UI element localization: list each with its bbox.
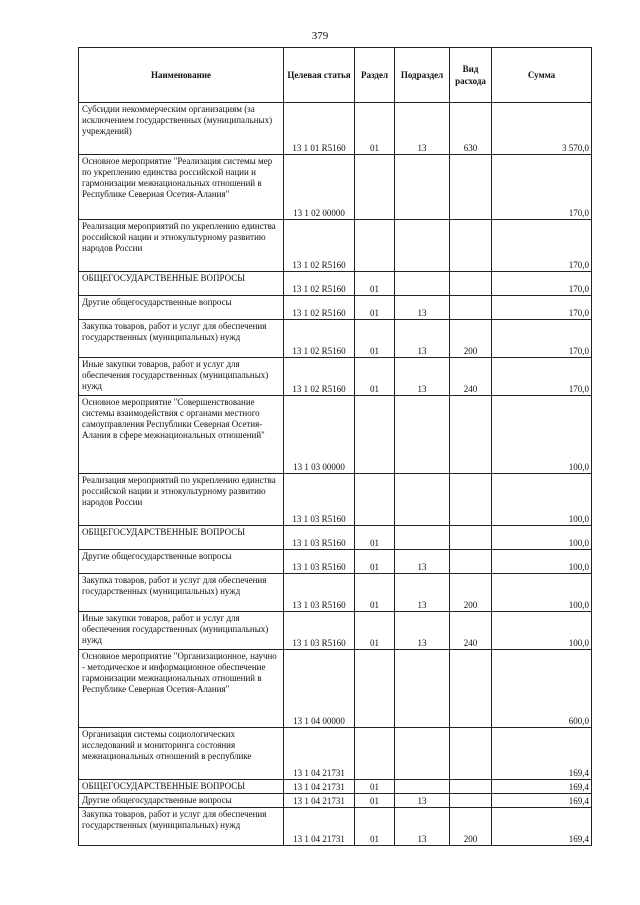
- table-row: [79, 612, 592, 650]
- row-target-article: 13 1 02 R5160: [284, 272, 355, 296]
- table-row: [79, 808, 592, 846]
- row-target-article: 13 1 04 21731: [284, 728, 355, 780]
- row-target-article: 13 1 04 21731: [284, 780, 355, 794]
- row-subsection: [395, 650, 450, 728]
- row-name: Другие общегосударственные вопросы: [79, 550, 284, 574]
- row-subsection: [395, 272, 450, 296]
- row-sum: 100,0: [492, 396, 592, 474]
- row-sum: 169,4: [492, 780, 592, 794]
- row-subsection: 13: [395, 103, 450, 155]
- table-row: [79, 728, 592, 780]
- table-row: [79, 474, 592, 526]
- row-section: 01: [355, 103, 395, 155]
- row-sum: 170,0: [492, 320, 592, 358]
- row-expense-type: [450, 296, 492, 320]
- row-subsection: 13: [395, 794, 450, 808]
- row-expense-type: [450, 728, 492, 780]
- row-subsection: 13: [395, 550, 450, 574]
- row-expense-type: 240: [450, 358, 492, 396]
- row-name: ОБЩЕГОСУДАРСТВЕННЫЕ ВОПРОСЫ: [79, 780, 284, 794]
- row-subsection: [395, 396, 450, 474]
- row-expense-type: [450, 474, 492, 526]
- table-header: [79, 48, 592, 103]
- row-target-article: 13 1 03 R5160: [284, 550, 355, 574]
- row-expense-type: 200: [450, 320, 492, 358]
- row-target-article: 13 1 02 R5160: [284, 358, 355, 396]
- table-row: [79, 396, 592, 474]
- row-expense-type: [450, 272, 492, 296]
- row-sum: 170,0: [492, 220, 592, 272]
- row-sum: 170,0: [492, 272, 592, 296]
- row-section: 01: [355, 780, 395, 794]
- table-row: [79, 320, 592, 358]
- row-name: Реализация мероприятий по укреплению единства российской нации и этнокультурному развитию народов России: [79, 474, 284, 526]
- row-name: ОБЩЕГОСУДАРСТВЕННЫЕ ВОПРОСЫ: [79, 272, 284, 296]
- row-subsection: [395, 728, 450, 780]
- header-expense-type: Вид расхода: [450, 48, 492, 103]
- row-expense-type: 240: [450, 612, 492, 650]
- row-sum: 169,4: [492, 728, 592, 780]
- row-target-article: 13 1 02 R5160: [284, 320, 355, 358]
- table-row: [79, 550, 592, 574]
- row-subsection: [395, 780, 450, 794]
- row-section: [355, 155, 395, 220]
- header-section: Раздел: [355, 48, 395, 103]
- row-section: 01: [355, 272, 395, 296]
- row-subsection: 13: [395, 612, 450, 650]
- budget-table: [78, 47, 592, 846]
- row-section: 01: [355, 358, 395, 396]
- row-subsection: 13: [395, 320, 450, 358]
- row-section: [355, 474, 395, 526]
- row-expense-type: [450, 550, 492, 574]
- row-target-article: 13 1 02 00000: [284, 155, 355, 220]
- row-sum: 170,0: [492, 358, 592, 396]
- row-expense-type: [450, 396, 492, 474]
- row-section: 01: [355, 794, 395, 808]
- row-target-article: 13 1 02 R5160: [284, 220, 355, 272]
- row-section: [355, 728, 395, 780]
- row-section: 01: [355, 808, 395, 846]
- row-sum: 100,0: [492, 612, 592, 650]
- row-name: Закупка товаров, работ и услуг для обеспечения государственных (муниципальных) нужд: [79, 320, 284, 358]
- row-name: ОБЩЕГОСУДАРСТВЕННЫЕ ВОПРОСЫ: [79, 526, 284, 550]
- row-expense-type: [450, 650, 492, 728]
- row-sum: 170,0: [492, 296, 592, 320]
- row-section: 01: [355, 574, 395, 612]
- row-name: Реализация мероприятий по укреплению единства российской нации и этнокультурному развитию народов России: [79, 220, 284, 272]
- table-row: [79, 272, 592, 296]
- row-section: 01: [355, 296, 395, 320]
- row-expense-type: 200: [450, 808, 492, 846]
- page-number: 379: [311, 30, 329, 42]
- row-name: Субсидии некоммерческим организациям (за исключением государственных (муниципальных) учреждений): [79, 103, 284, 155]
- row-subsection: 13: [395, 808, 450, 846]
- header-sum: Сумма: [492, 48, 592, 103]
- row-sum: 100,0: [492, 550, 592, 574]
- table-body: [79, 103, 592, 846]
- row-name: Другие общегосударственные вопросы: [79, 296, 284, 320]
- row-target-article: 13 1 02 R5160: [284, 296, 355, 320]
- row-name: Закупка товаров, работ и услуг для обеспечения государственных (муниципальных) нужд: [79, 808, 284, 846]
- table-row: [79, 220, 592, 272]
- row-name: Иные закупки товаров, работ и услуг для обеспечения государственных (муниципальных) нужд: [79, 612, 284, 650]
- table-row: [79, 794, 592, 808]
- row-sum: 100,0: [492, 526, 592, 550]
- row-section: 01: [355, 612, 395, 650]
- row-expense-type: 630: [450, 103, 492, 155]
- table-row: [79, 103, 592, 155]
- row-section: [355, 396, 395, 474]
- row-target-article: 13 1 01 R5160: [284, 103, 355, 155]
- row-name: Закупка товаров, работ и услуг для обеспечения государственных (муниципальных) нужд: [79, 574, 284, 612]
- row-sum: 169,4: [492, 808, 592, 846]
- row-name: Основное мероприятие "Реализация системы мер по укреплению единства российской нации и гармонизации межнациональных отношений в Республике Северная Осетия-Алания": [79, 155, 284, 220]
- row-target-article: 13 1 03 00000: [284, 396, 355, 474]
- header-target-article: Целевая статья: [284, 48, 355, 103]
- row-subsection: 13: [395, 296, 450, 320]
- table-row: [79, 780, 592, 794]
- row-section: 01: [355, 320, 395, 358]
- row-name: Организация системы социологических исследований и мониторинга состояния межнациональных отношений в республике: [79, 728, 284, 780]
- row-target-article: 13 1 03 R5160: [284, 574, 355, 612]
- row-target-article: 13 1 04 21731: [284, 794, 355, 808]
- row-subsection: [395, 155, 450, 220]
- row-subsection: 13: [395, 358, 450, 396]
- row-subsection: 13: [395, 574, 450, 612]
- row-name: Основное мероприятие "Организационное, научно - методическое и информационное обеспечение гармонизации межнациональных отношений в Республике Северная Осетия-Алания": [79, 650, 284, 728]
- header-name: Наименование: [79, 48, 284, 103]
- row-expense-type: 200: [450, 574, 492, 612]
- row-name: Иные закупки товаров, работ и услуг для обеспечения государственных (муниципальных) нужд: [79, 358, 284, 396]
- row-sum: 169,4: [492, 794, 592, 808]
- table-row: [79, 296, 592, 320]
- row-subsection: [395, 220, 450, 272]
- row-target-article: 13 1 03 R5160: [284, 526, 355, 550]
- row-sum: 170,0: [492, 155, 592, 220]
- table-row: [79, 574, 592, 612]
- row-section: 01: [355, 526, 395, 550]
- row-section: [355, 220, 395, 272]
- row-expense-type: [450, 220, 492, 272]
- table-row: [79, 526, 592, 550]
- row-subsection: [395, 526, 450, 550]
- row-expense-type: [450, 780, 492, 794]
- row-sum: 600,0: [492, 650, 592, 728]
- row-target-article: 13 1 04 21731: [284, 808, 355, 846]
- row-target-article: 13 1 04 00000: [284, 650, 355, 728]
- row-target-article: 13 1 03 R5160: [284, 474, 355, 526]
- table-row: [79, 358, 592, 396]
- row-expense-type: [450, 155, 492, 220]
- row-section: 01: [355, 550, 395, 574]
- table-row: [79, 650, 592, 728]
- row-subsection: [395, 474, 450, 526]
- row-sum: 3 570,0: [492, 103, 592, 155]
- row-section: [355, 650, 395, 728]
- row-sum: 100,0: [492, 474, 592, 526]
- header-subsection: Подраздел: [395, 48, 450, 103]
- table-row: [79, 155, 592, 220]
- row-expense-type: [450, 794, 492, 808]
- row-name: Основное мероприятие "Совершенствование системы взаимодействия с органами местного самоуправления Республики Северная Осетия-Алания в сфере межнациональных отношений": [79, 396, 284, 474]
- row-target-article: 13 1 03 R5160: [284, 612, 355, 650]
- row-name: Другие общегосударственные вопросы: [79, 794, 284, 808]
- row-expense-type: [450, 526, 492, 550]
- row-sum: 100,0: [492, 574, 592, 612]
